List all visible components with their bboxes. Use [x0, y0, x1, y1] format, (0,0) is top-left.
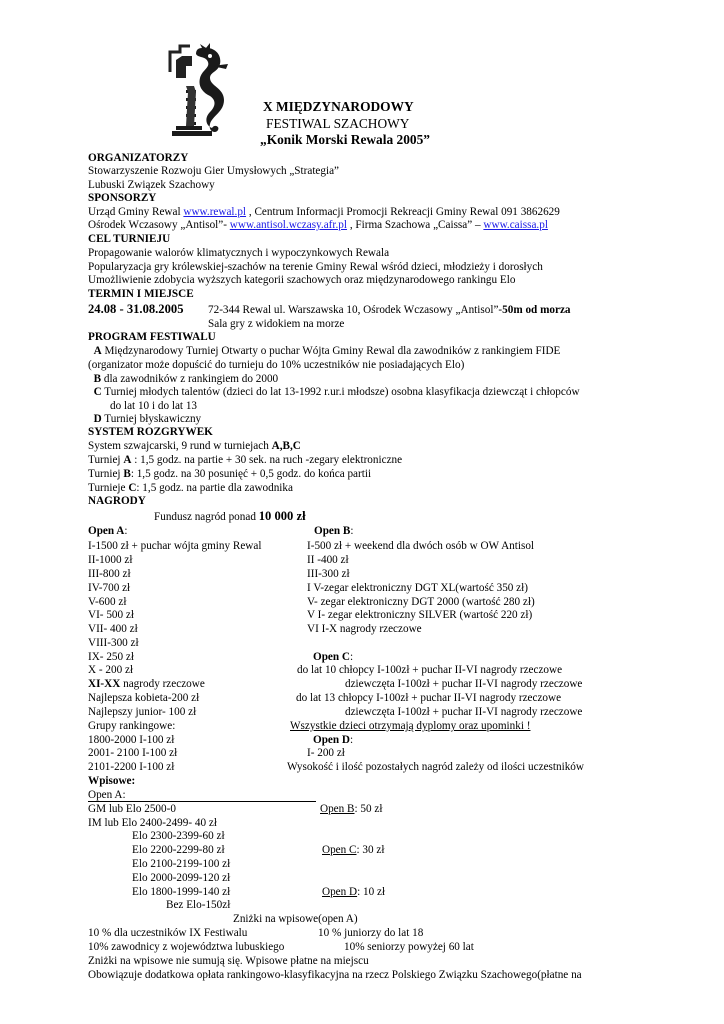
schedule-heading: TERMIN I MIEJSCE	[88, 288, 194, 300]
discount-item: 10% zawodnicy z województwa lubuskiego	[88, 941, 285, 953]
fee-label: Open C	[322, 844, 357, 856]
open-b-prize: III-300 zł	[307, 568, 350, 580]
discount-item: 10% seniorzy powyżej 60 lat	[344, 941, 474, 953]
open-b-prize: II -400 zł	[307, 554, 349, 566]
best-junior-prize: Najlepszy junior- 100 zł	[88, 706, 197, 718]
open-a-prize: X - 200 zł	[88, 664, 134, 676]
place-distance: 50m od morza	[502, 304, 571, 316]
open-a-prize-xi-xx	[88, 677, 205, 691]
caissa-link[interactable]: www.caissa.pl	[483, 219, 548, 231]
colon: :	[124, 525, 128, 537]
open-a-prize: VII- 400 zł	[88, 623, 138, 635]
fee-row: Elo 2300-2399-60 zł	[132, 830, 225, 842]
system-line-2	[88, 453, 402, 467]
children-diplomas-note: Wszystkie dzieci otrzymają dyplomy oraz upominki !	[290, 720, 531, 732]
fee-row: Elo 2200-2299-80 zł	[132, 844, 225, 856]
system-bold: A	[123, 454, 132, 466]
program-c	[88, 385, 580, 399]
program-c-ages: do lat 10 i do lat 13	[110, 400, 198, 412]
discounts-title: Zniżki na wpisowe(open A)	[233, 913, 358, 925]
organizer-2: Lubuski Związek Szachowy	[88, 179, 215, 191]
fee-open-c	[322, 843, 384, 857]
open-d-note: Wysokość i ilość pozostałych nagród zależy od ilości uczestników	[287, 761, 584, 773]
sponsor-text: , Firma Szachowa „Caissa” –	[347, 219, 484, 231]
seahorse-logo-icon	[166, 42, 238, 138]
system-text: Turniej	[88, 454, 124, 466]
open-a-prize: V-600 zł	[88, 596, 127, 608]
system-text: : 1,5 godz. na 30 posunięć + 0,5 godz. do końca partii	[130, 468, 372, 480]
fund-amount: 10 000 zł	[258, 509, 306, 523]
sponsor-text: Urząd Gminy Rewal	[88, 206, 184, 218]
sponsor-text: Ośrodek Wczasowy „Antisol”-	[88, 219, 230, 231]
open-a-prize: I-1500 zł + puchar wójta gminy Rewal	[88, 540, 262, 552]
open-b-prize: I V-zegar elektroniczny DGT XL(wartość 350 zł)	[307, 582, 528, 594]
festival-hall: Sala gry z widokiem na morze	[208, 318, 345, 330]
system-text: Turniej	[88, 468, 124, 480]
fee-value: : 10 zł	[357, 886, 386, 898]
open-b-label: Open B	[314, 525, 351, 537]
fee-row: IM lub Elo 2400-2499- 40 zł	[88, 817, 217, 829]
place-text: 72-344 Rewal ul. Warszawska 10, Ośrodek Wczasowy „Antisol”-	[208, 304, 503, 316]
organizer-1: Stowarzyszenie Rozwoju Gier Umysłowych „Strategia”	[88, 165, 340, 177]
goal-line-3: Umożliwienie zdobycia wyższych kategorii szachowych oraz międzynarodowego rankingu Elo	[88, 274, 516, 286]
system-text: System szwajcarski, 9 rund w turniejach	[88, 440, 272, 452]
prizes-heading: NAGRODY	[88, 495, 146, 507]
system-bold: A,B,C	[271, 440, 301, 452]
prize-range: XI-XX	[88, 678, 121, 690]
open-a-prize: III-800 zł	[88, 568, 131, 580]
antisol-link[interactable]: www.antisol.wczasy.afr.pl	[229, 219, 348, 231]
best-woman-prize: Najlepsza kobieta-200 zł	[88, 692, 200, 704]
open-b-prize: VI I-X nagrody rzeczowe	[307, 623, 422, 635]
fee-row: Bez Elo-150zł	[166, 899, 231, 911]
system-bold: B	[123, 468, 131, 480]
goal-line-1: Propagowanie walorów klimatycznych i wypoczynkowych Rewala	[88, 247, 390, 259]
sponsors-heading: SPONSORZY	[88, 192, 157, 204]
open-d-label: Open D	[313, 734, 350, 746]
system-line-4	[88, 481, 293, 495]
ranking-group: 2001- 2100 I-100 zł	[88, 747, 178, 759]
open-a-prize: VIII-300 zł	[88, 637, 139, 649]
system-text: : 1,5 godz. na partie + 30 sek. na ruch -zegary elektroniczne	[131, 454, 403, 466]
ranking-group: 2101-2200 I-100 zł	[88, 761, 175, 773]
goal-line-2: Popularyzacja gry królewskiej-szachów na terenie Gminy Rewal wśród dzieci, młodzieży i dorosłych	[88, 261, 543, 273]
open-c-prize: do lat 13 chłopcy I-100zł + puchar II-VI nagrody rzeczowe	[296, 692, 562, 704]
system-line-1	[88, 439, 301, 453]
festival-title-line1: X MIĘDZYNARODOWY	[263, 99, 414, 114]
open-c-heading	[313, 650, 353, 664]
open-a-prize: VI- 500 zł	[88, 609, 134, 621]
program-letter: C	[93, 386, 102, 398]
colon: :	[350, 525, 354, 537]
fee-value: : 50 zł	[354, 803, 383, 815]
fees-heading: Wpisowe:	[88, 775, 136, 787]
program-text: Międzynarodowy Turniej Otwarty o puchar Wójta Gminy Rewal dla zawodników z rankingiem FIDE	[101, 345, 561, 357]
system-text: : 1,5 godz. na partie dla zawodnika	[136, 482, 293, 494]
discount-item: 10 % juniorzy do lat 18	[318, 927, 424, 939]
open-b-heading	[314, 524, 353, 538]
fee-row: Elo 1800-1999-140 zł	[132, 886, 231, 898]
open-b-prize: I-500 zł + weekend dla dwóch osób w OW Antisol	[307, 540, 535, 552]
program-letter: A	[93, 345, 102, 357]
rewal-link[interactable]: www.rewal.pl	[183, 206, 247, 218]
open-d-prize: I- 200 zł	[307, 747, 345, 759]
sponsor-line-1	[88, 205, 560, 219]
open-c-prize: dziewczęta I-100zł + puchar II-VI nagrody rzeczowe	[345, 678, 583, 690]
sponsor-line-2	[88, 218, 548, 232]
open-c-prize: do lat 10 chłopcy I-100zł + puchar II-VI nagrody rzeczowe	[297, 664, 563, 676]
system-heading: SYSTEM ROZGRYWEK	[88, 426, 213, 438]
festival-place	[208, 303, 571, 317]
fund-text: Fundusz nagród ponad	[154, 511, 259, 523]
organizers-heading: ORGANIZATORZY	[88, 152, 189, 164]
program-letter: D	[93, 413, 102, 425]
open-c-label: Open C	[313, 651, 350, 663]
program-text: dla zawodników z rankingiem do 2000	[101, 373, 279, 385]
sponsor-text: , Centrum Informacji Promocji Rekreacji Gminy Rewal 091 3862629	[246, 206, 560, 218]
program-heading: PROGRAM FESTIWALU	[88, 331, 216, 343]
discount-note: Zniżki na wpisowe nie sumują się. Wpisowe płatne na miejscu	[88, 955, 369, 967]
open-c-prize: dziewczęta I-100zł + puchar II-VI nagrody rzeczowe	[345, 706, 583, 718]
fee-value: : 30 zł	[356, 844, 385, 856]
system-line-3	[88, 467, 371, 481]
program-a-note: (organizator może dopuścić do turnieju do 10% uczestników nie posiadających Elo)	[88, 359, 465, 371]
open-d-heading	[313, 733, 353, 747]
fee-open-d	[322, 885, 385, 899]
system-text: Turnieje	[88, 482, 129, 494]
discount-item: 10 % dla uczestników IX Festiwalu	[88, 927, 248, 939]
ranking-group: 1800-2000 I-100 zł	[88, 734, 175, 746]
open-b-prize: V- zegar elektroniczny DGT 2000 (wartość 280 zł)	[307, 596, 535, 608]
colon: :	[350, 651, 354, 663]
festival-dates: 24.08 - 31.08.2005	[88, 302, 184, 316]
festival-title-line3: „Konik Morski Rewala 2005”	[260, 132, 430, 147]
program-b	[88, 372, 278, 386]
ranking-fee-note: Obowiązuje dodatkowa opłata rankingowo-klasyfikacyjna na rzecz Polskiego Związku Szachowego(płatne na	[88, 969, 582, 981]
open-a-prize: IX- 250 zł	[88, 651, 134, 663]
goal-heading: CEL TURNIEJU	[88, 233, 171, 245]
colon: :	[350, 734, 354, 746]
program-text: Turniej młodych talentów (dzieci do lat 13-1992 r.ur.i młodsze) osobna klasyfikacja dziewcząt i chłopców	[101, 386, 580, 398]
fee-row: Elo 2100-2199-100 zł	[132, 858, 231, 870]
fee-label: Open B	[320, 803, 355, 815]
open-a-label: Open A	[88, 525, 125, 537]
festival-title-line2: FESTIWAL SZACHOWY	[266, 116, 410, 131]
prize-fund	[154, 509, 306, 524]
open-a-prize: II-1000 zł	[88, 554, 133, 566]
prize-text: nagrody rzeczowe	[120, 678, 205, 690]
fee-row: GM lub Elo 2500-0	[88, 803, 176, 815]
program-text: Turniej błyskawiczny	[101, 413, 202, 425]
ranking-groups-heading: Grupy rankingowe:	[88, 720, 176, 732]
program-d	[88, 412, 201, 426]
program-letter: B	[93, 373, 102, 385]
open-a-prize: IV-700 zł	[88, 582, 131, 594]
system-bold: C	[128, 482, 137, 494]
program-a	[88, 344, 560, 358]
fee-label: Open D	[322, 886, 358, 898]
open-b-prize: V I- zegar elektroniczny SILVER (wartość 220 zł)	[307, 609, 533, 621]
fee-row: Elo 2000-2099-120 zł	[132, 872, 231, 884]
fees-open-a: Open A:	[88, 789, 126, 801]
open-a-heading	[88, 524, 127, 538]
fee-open-b	[320, 802, 382, 816]
